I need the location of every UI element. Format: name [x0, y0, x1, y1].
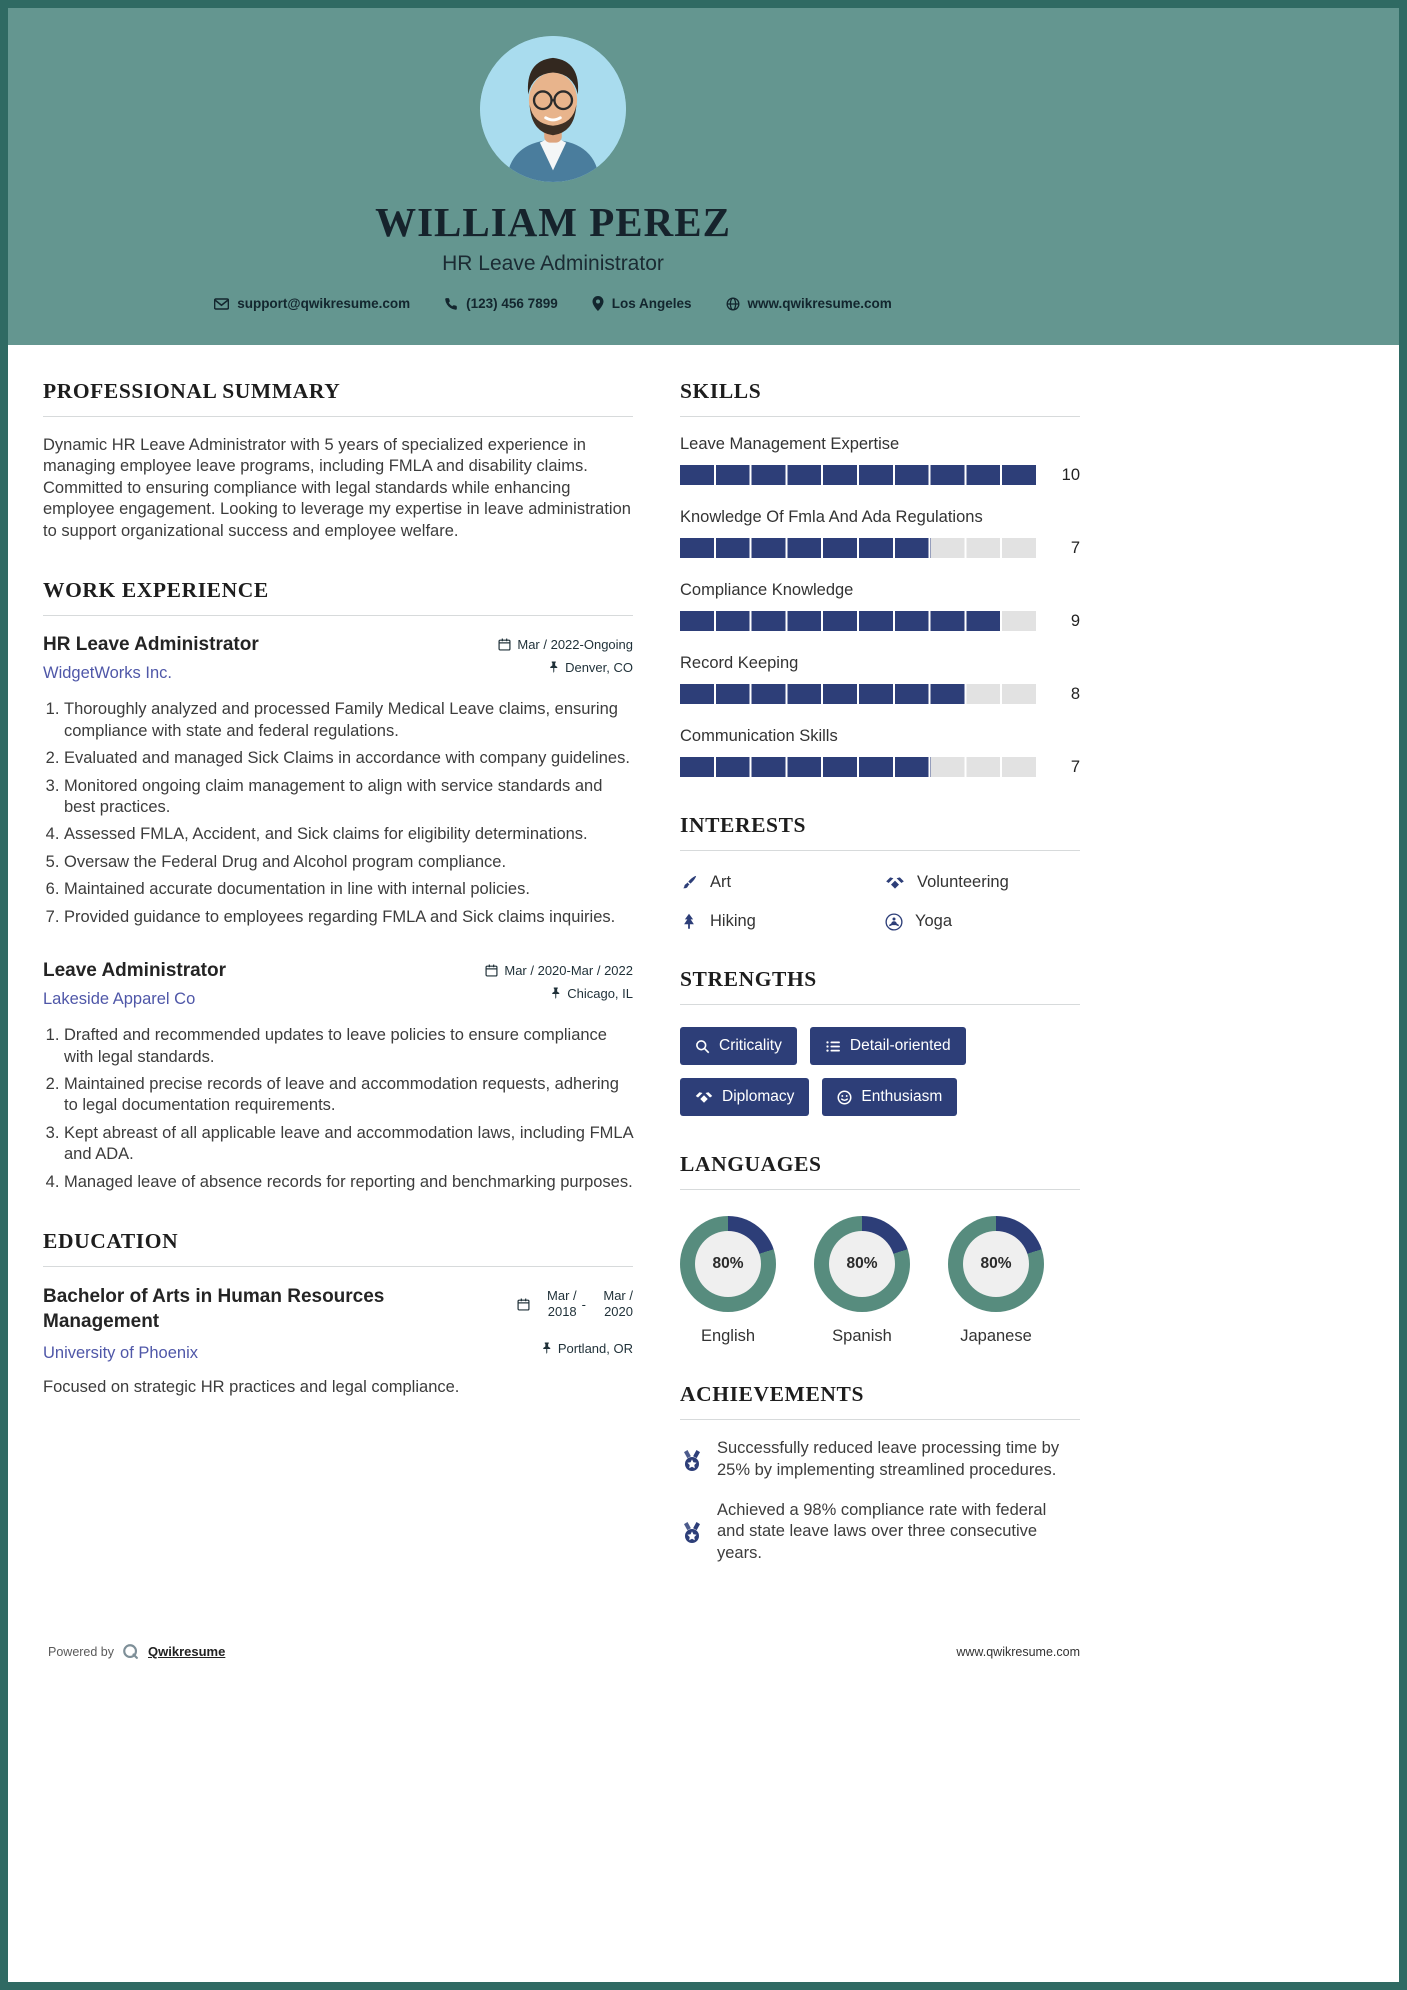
skill-item [680, 435, 1080, 485]
interest-item [885, 912, 1080, 931]
location-pin-icon [592, 296, 604, 311]
section-skills [680, 379, 1080, 777]
job-location-text: Denver, CO [565, 660, 633, 676]
job-title: Leave Administrator [43, 960, 227, 982]
strength-pill [680, 1027, 797, 1065]
language-label: English [700, 1327, 756, 1345]
duty-item: 6. Maintained accurate documentation in line with internal policies. [64, 879, 633, 900]
pushpin-icon [541, 1342, 552, 1355]
duty-item: 3. Kept abreast of all applicable leave and accommodation laws, including FMLA and ADA. [64, 1123, 633, 1166]
left-column [43, 379, 633, 1601]
content-columns [8, 345, 1080, 1601]
language-item [814, 1216, 910, 1346]
achievement-item [680, 1438, 1080, 1482]
pushpin-icon [550, 987, 561, 1000]
handshake-icon [695, 1090, 713, 1105]
section-interests [680, 813, 1080, 931]
strength-pill [810, 1027, 966, 1065]
interest-item [885, 873, 1080, 892]
education-date-separator: - [581, 1296, 586, 1312]
education-location [541, 1341, 633, 1356]
skill-bar [680, 757, 1038, 777]
skills-heading: SKILLS [680, 379, 1080, 417]
job-location [550, 986, 633, 1001]
job-company-link[interactable]: Lakeside Apparel Co [43, 990, 196, 1009]
calendar-icon [498, 638, 511, 651]
skill-item [680, 581, 1080, 631]
interest-item [680, 873, 875, 892]
skill-label: Record Keeping [680, 654, 799, 672]
interest-label: Hiking [710, 912, 756, 930]
skill-bar [680, 465, 1038, 485]
strength-pill [680, 1078, 809, 1116]
achievements-heading: ACHIEVEMENTS [680, 1382, 1080, 1420]
medal-icon [680, 1440, 704, 1482]
contact-location-text: Los Angeles [611, 296, 692, 311]
header [8, 8, 1399, 345]
strength-label: Enthusiasm [861, 1088, 943, 1105]
language-label: Spanish [832, 1327, 892, 1345]
qwikresume-logo-icon [122, 1643, 140, 1661]
education-location-text: Portland, OR [557, 1340, 633, 1356]
section-professional-summary [43, 379, 633, 542]
skill-value: 10 [1061, 465, 1080, 484]
person-name: WILLIAM PEREZ [375, 199, 731, 245]
skill-value: 7 [1070, 757, 1080, 776]
job-entry [43, 960, 633, 1193]
strengths-heading: STRENGTHS [680, 967, 1080, 1005]
languages-heading: LANGUAGES [680, 1152, 1080, 1190]
duty-item: 2. Maintained precise records of leave and accommodation requests, adhering to legal documentation requirements. [64, 1074, 633, 1117]
achievement-text: Successfully reduced leave processing time by 25% by implementing streamlined procedures. [717, 1439, 1060, 1479]
duty-item: 7. Provided guidance to employees regarding FMLA and Sick claims inquiries. [64, 907, 633, 928]
achievement-text: Achieved a 98% compliance rate with federal and state leave laws over three consecutive years. [717, 1500, 1047, 1563]
handshake-icon [885, 875, 905, 891]
job-title: HR Leave Administrator [43, 634, 259, 656]
yoga-icon [885, 913, 903, 931]
summary-text: Dynamic HR Leave Administrator with 5 years of specialized experience in managing employee leave programs, including FMLA and disability claims. Committed to ensuring compliance with legal standards while enhancing employee engagement. Looking to leverage my expertise in leave administration to support organizational success and employee welfare. [43, 436, 631, 540]
skill-item [680, 727, 1080, 777]
powered-by-label: Powered by [48, 1644, 115, 1659]
skill-label: Compliance Knowledge [680, 581, 854, 599]
duty-item: 4. Assessed FMLA, Accident, and Sick claims for eligibility determinations. [64, 824, 633, 845]
right-column [680, 379, 1080, 1601]
strength-label: Detail-oriented [849, 1037, 951, 1054]
section-achievements [680, 1382, 1080, 1565]
person-title: HR Leave Administrator [442, 252, 664, 275]
education-note: Focused on strategic HR practices and legal compliance. [43, 1377, 460, 1396]
contact-location [592, 296, 692, 311]
strength-pill [822, 1078, 957, 1116]
pushpin-icon [548, 661, 559, 674]
calendar-icon [485, 964, 498, 977]
contact-row [8, 296, 1098, 311]
contact-phone [444, 296, 558, 311]
job-entry [43, 634, 633, 928]
contact-email-text: support@qwikresume.com [237, 296, 411, 311]
interest-label: Art [710, 873, 732, 891]
qwikresume-link[interactable]: Qwikresume [148, 1644, 226, 1660]
paintbrush-icon [680, 874, 698, 892]
magnifier-icon [695, 1039, 710, 1054]
language-donut-chart [948, 1216, 1044, 1312]
job-dates-text: Mar / 2020-Mar / 2022 [504, 963, 633, 979]
section-languages [680, 1152, 1080, 1346]
profile-photo [480, 36, 626, 182]
skill-label: Leave Management Expertise [680, 435, 900, 453]
language-label: Japanese [960, 1327, 1032, 1345]
education-degree: Bachelor of Arts in Human Resources Management [43, 1286, 385, 1332]
education-dates [517, 1288, 633, 1321]
strength-label: Criticality [719, 1037, 782, 1054]
duty-item: 1. Thoroughly analyzed and processed Family Medical Leave claims, ensuring compliance with state and federal regulations. [64, 699, 633, 742]
duties-list [43, 699, 633, 928]
contact-website[interactable] [726, 296, 892, 311]
contact-email[interactable] [214, 296, 410, 311]
language-donut-chart [680, 1216, 776, 1312]
interests-heading: INTERESTS [680, 813, 1080, 851]
section-strengths [680, 967, 1080, 1116]
skill-bar [680, 538, 1038, 558]
interest-label: Volunteering [917, 873, 1009, 891]
education-school-link[interactable]: University of Phoenix [43, 1343, 198, 1362]
education-date-start: Mar / 2018 [547, 1288, 577, 1320]
duties-list [43, 1025, 633, 1193]
skill-value: 8 [1070, 684, 1080, 703]
language-item [948, 1216, 1044, 1346]
job-dates-text: Mar / 2022-Ongoing [517, 637, 633, 653]
interest-label: Yoga [915, 912, 953, 930]
duty-item: 2. Evaluated and managed Sick Claims in accordance with company guidelines. [64, 748, 633, 769]
calendar-icon [517, 1298, 530, 1311]
job-location [548, 660, 633, 675]
skill-value: 7 [1070, 538, 1080, 557]
duty-item: 4. Managed leave of absence records for reporting and benchmarking purposes. [64, 1172, 633, 1193]
section-education [43, 1229, 633, 1398]
skill-item [680, 654, 1080, 704]
duty-item: 1. Drafted and recommended updates to leave policies to ensure compliance with legal standards. [64, 1025, 633, 1068]
language-percent: 80% [712, 1255, 744, 1272]
skill-bar [680, 611, 1038, 631]
skill-label: Communication Skills [680, 727, 838, 745]
education-heading: EDUCATION [43, 1229, 633, 1267]
work-heading: WORK EXPERIENCE [43, 578, 633, 616]
avatar [480, 36, 626, 182]
tree-icon [680, 913, 698, 931]
language-percent: 80% [980, 1255, 1012, 1272]
phone-icon [444, 297, 458, 311]
globe-icon [726, 297, 740, 311]
job-dates [485, 963, 633, 978]
skill-value: 9 [1070, 611, 1080, 630]
language-donut-chart [814, 1216, 910, 1312]
medal-icon [680, 1502, 704, 1565]
interest-item [680, 912, 875, 931]
duty-item: 5. Oversaw the Federal Drug and Alcohol program compliance. [64, 852, 633, 873]
email-icon [214, 298, 229, 310]
contact-website-text: www.qwikresume.com [747, 296, 892, 311]
footer-website-link[interactable]: www.qwikresume.com [956, 1644, 1080, 1659]
section-work-experience [43, 578, 633, 1193]
contact-phone-text: (123) 456 7899 [466, 296, 558, 311]
duty-item: 3. Monitored ongoing claim management to align with service standards and best practices. [64, 776, 633, 819]
summary-heading: PROFESSIONAL SUMMARY [43, 379, 633, 417]
smiley-icon [837, 1090, 852, 1105]
language-percent: 80% [846, 1255, 878, 1272]
skill-bar [680, 684, 1038, 704]
skill-label: Knowledge Of Fmla And Ada Regulations [680, 508, 983, 526]
skill-item [680, 508, 1080, 558]
job-location-text: Chicago, IL [567, 986, 633, 1002]
job-dates [498, 637, 633, 652]
education-date-end: Mar / 2020 [603, 1288, 633, 1320]
footer [8, 1643, 1080, 1661]
list-icon [825, 1039, 841, 1054]
strength-label: Diplomacy [722, 1088, 795, 1105]
language-item [680, 1216, 776, 1346]
achievement-item [680, 1500, 1080, 1565]
job-company-link[interactable]: WidgetWorks Inc. [43, 664, 172, 683]
